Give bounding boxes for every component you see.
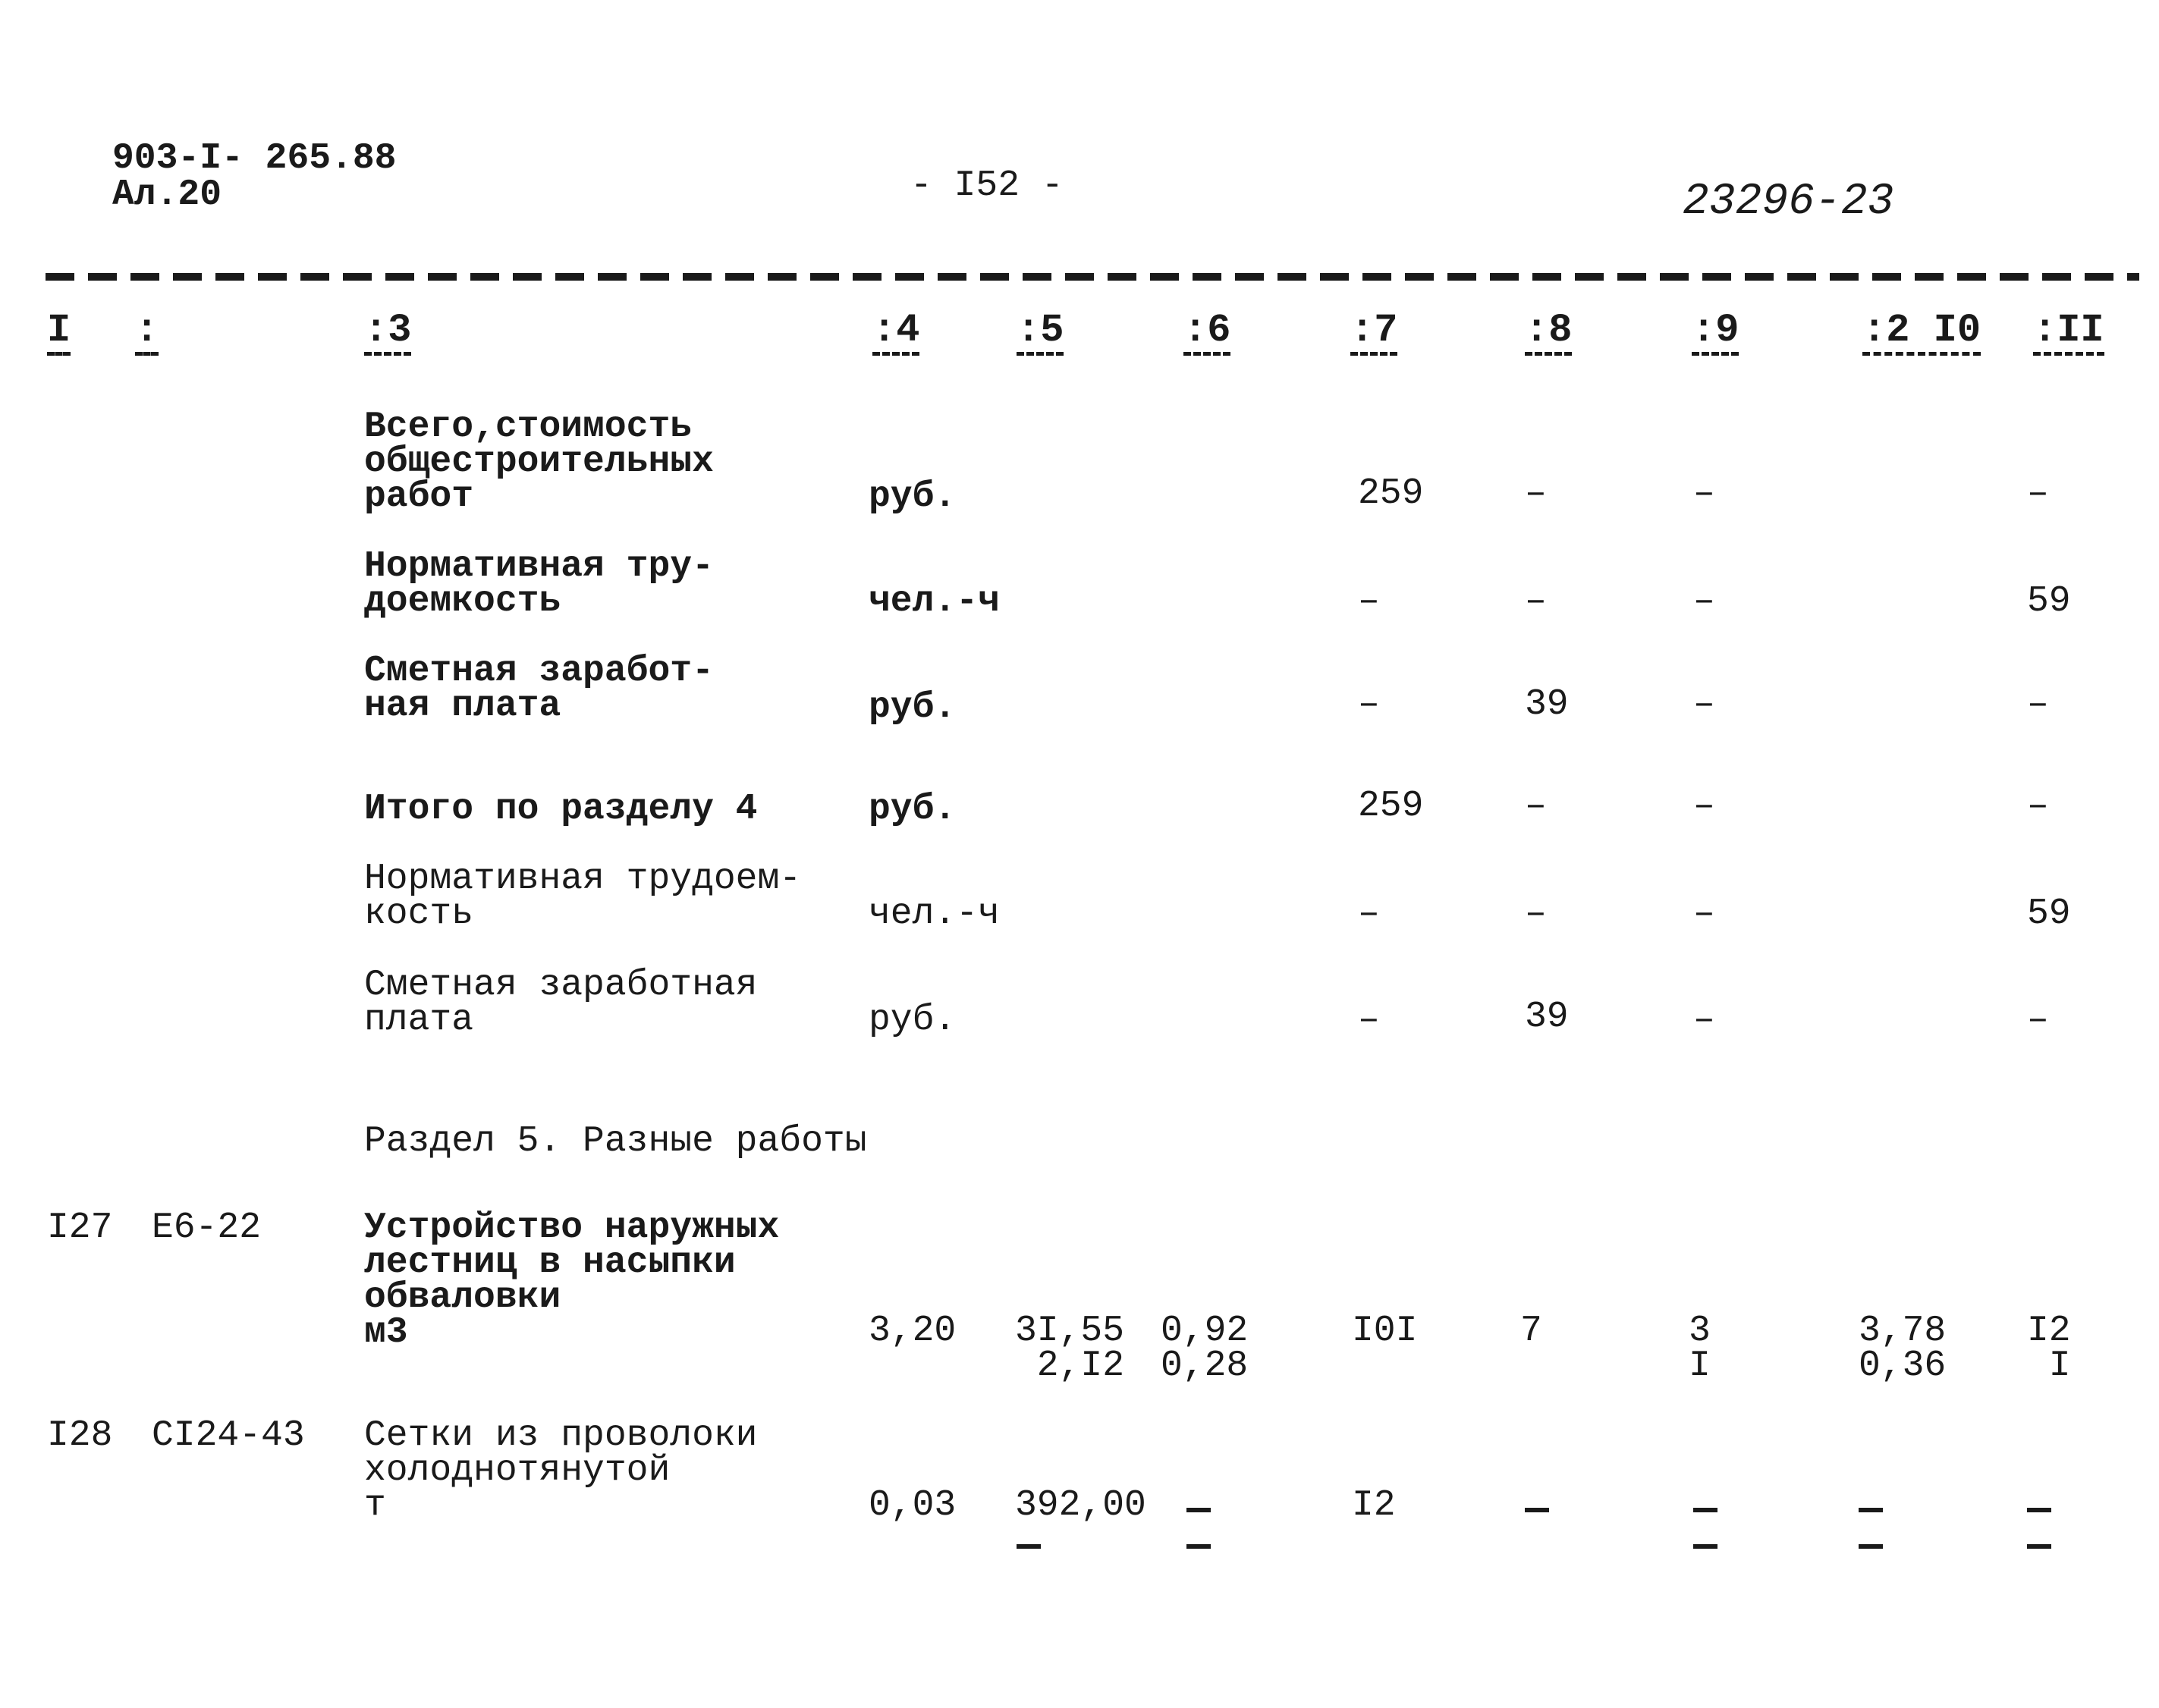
empty-cell-dash [1693, 1544, 1717, 1549]
row-col11: 59 [2027, 893, 2071, 934]
row-unit: чел.-ч [869, 581, 1000, 622]
row-col7: 259 [1358, 786, 1424, 827]
empty-cell-dash [1186, 1544, 1211, 1549]
row-col9: – [1693, 1000, 1715, 1041]
item-col4: 3,20 [869, 1311, 957, 1352]
column-header-3: :3 [364, 311, 411, 356]
row-col11: – [2027, 1000, 2049, 1041]
empty-cell-dash [1693, 1508, 1717, 1512]
empty-cell-dash [1017, 1544, 1041, 1549]
row-unit: руб. [869, 1000, 957, 1041]
row-name: Сметная заработ- ная плата [364, 651, 714, 727]
empty-cell-dash [1859, 1544, 1883, 1549]
item-col5: 392,00 [1015, 1485, 1146, 1526]
item-number: I27 [47, 1207, 113, 1248]
item-col11: I2 I [2027, 1311, 2071, 1386]
column-header-10: :2 I0 [1862, 311, 1981, 356]
row-col8: 39 [1525, 684, 1569, 725]
row-col7: – [1358, 684, 1380, 725]
row-name: Нормативная тру- доемкость [364, 546, 714, 622]
row-name: Нормативная трудоем- кость [364, 859, 802, 934]
empty-cell-dash [1859, 1508, 1883, 1512]
item-number: I28 [47, 1415, 113, 1456]
row-col11: – [2027, 786, 2049, 827]
column-header-2: : [135, 311, 159, 356]
empty-cell-dash [2027, 1544, 2051, 1549]
row-col7: – [1358, 1000, 1380, 1041]
column-header-5: :5 [1017, 311, 1064, 356]
document-code: 903-I- 265.88 [112, 138, 397, 179]
item-col7: I2 [1352, 1485, 1396, 1526]
row-col7: 259 [1358, 473, 1424, 514]
row-name: Всего,стоимость общестроительных работ [364, 407, 714, 517]
row-col8: 39 [1525, 997, 1569, 1038]
inventory-number: 23296-23 [1683, 177, 1894, 227]
column-header-9: :9 [1692, 311, 1739, 356]
item-col8: 7 [1520, 1311, 1542, 1352]
item-col4: 0,03 [869, 1485, 957, 1526]
column-header-6: :6 [1183, 311, 1230, 356]
item-code: E6-22 [152, 1207, 262, 1248]
column-header-7: :7 [1350, 311, 1397, 356]
row-unit: чел.-ч [869, 893, 1000, 934]
column-header-4: :4 [872, 311, 919, 356]
row-col11: – [2027, 684, 2049, 725]
empty-cell-dash [2027, 1508, 2051, 1512]
row-name: Итого по разделу 4 [364, 789, 758, 830]
item-description: Сетки из проволоки холоднотянутой т [364, 1415, 758, 1526]
row-col9: – [1693, 473, 1715, 514]
album-number: Ал.20 [112, 174, 222, 215]
empty-cell-dash [1525, 1508, 1549, 1512]
row-col7: – [1358, 581, 1380, 622]
row-col11: – [2027, 473, 2049, 514]
row-col8: – [1525, 786, 1547, 827]
row-col11: 59 [2027, 581, 2071, 622]
item-col9: 3 I [1689, 1311, 1711, 1386]
empty-cell-dash [1186, 1508, 1211, 1512]
item-col6: 0,92 0,28 [1161, 1311, 1249, 1386]
section-title: Раздел 5. Разные работы [364, 1121, 867, 1162]
column-header-8: :8 [1525, 311, 1572, 356]
row-col9: – [1693, 893, 1715, 934]
item-col10: 3,78 0,36 [1859, 1311, 1947, 1386]
column-header-11: :II [2033, 311, 2104, 356]
row-col7: – [1358, 893, 1380, 934]
header-separator [46, 273, 2139, 281]
item-col5: 3I,55 2,I2 [1015, 1311, 1125, 1386]
row-col9: – [1693, 786, 1715, 827]
row-unit: руб. [869, 789, 957, 830]
item-description: Устройство наружных лестниц в насыпки обваловки м3 [364, 1207, 780, 1353]
item-col7: I0I [1352, 1311, 1418, 1352]
row-col9: – [1693, 581, 1715, 622]
row-col8: – [1525, 473, 1547, 514]
row-col8: – [1525, 893, 1547, 934]
page-number: - I52 - [910, 165, 1064, 206]
row-name: Сметная заработная плата [364, 965, 758, 1041]
row-col9: – [1693, 684, 1715, 725]
row-unit: руб. [869, 687, 957, 728]
item-code: CI24-43 [152, 1415, 305, 1456]
column-header-1: I [47, 311, 71, 356]
row-unit: руб. [869, 476, 957, 517]
row-col8: – [1525, 581, 1547, 622]
